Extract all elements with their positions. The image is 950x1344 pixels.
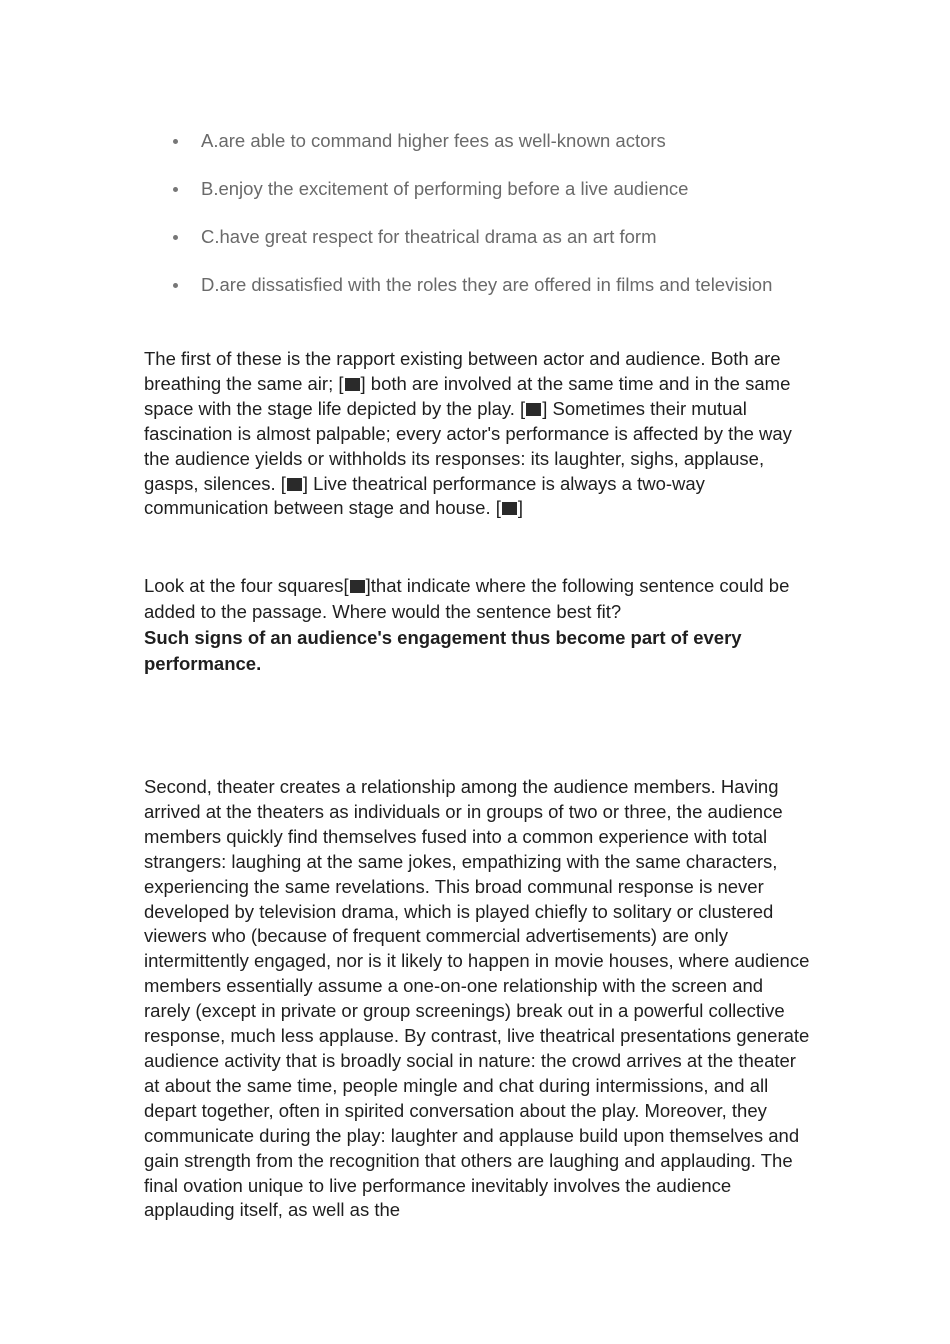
answer-option-text: C.have great respect for theatrical drama as an art form [201,226,657,247]
answer-option-a[interactable] [172,128,772,176]
insert-sentence: Such signs of an audience's engagement thus become part of every performance. [144,627,742,674]
answer-option-text: B.enjoy the excitement of performing before a live audience [201,178,689,199]
passage-text-segment: ] Live theatrical performance is always a two-way communication between stage and house. [ [144,472,705,519]
insertion-square-4[interactable] [502,502,517,515]
square-marker-icon [350,580,365,593]
bullet-icon [173,187,178,192]
answer-option-d[interactable] [172,272,772,320]
answer-options-list [172,128,772,320]
answer-option-b[interactable] [172,176,772,224]
answer-option-text: D.are dissatisfied with the roles they are offered in films and television [201,274,773,295]
bullet-icon [173,139,178,144]
question-prompt-before: Look at the four squares[ [144,575,349,596]
insertion-square-3[interactable] [287,478,302,491]
bullet-icon [173,283,178,288]
answer-option-c[interactable] [172,224,772,272]
question-prompt [144,573,814,625]
question-prompt-after: ]that indicate where the following sentence could be added to the passage. Where would the sentence best fit? [144,575,790,622]
passage-text-segment: ] both are involved at the same time and in the same space with the stage life depicted by the play. [ [144,372,791,419]
passage-paragraph-2: Second, theater creates a relationship among the audience members. Having arrived at the theaters as individuals or in groups of two or three, the audience members quickly find themselves fused into a common experience with total strangers: laughing at the same jokes, empathizing with the same characters, experiencing the same revelations. This broad communal response is never developed by television drama, which is played chiefly to solitary or clustered viewers who (because of frequent commercial advertisements) are only intermittently engaged, nor is it likely to happen in movie houses, where audience members essentially assume a one-on-one relationship with the screen and rarely (except in private or group screenings) break out in a powerful collective response, much less applause. By contrast, live theatrical presentations generate audience activity that is broadly social in nature: the crowd arrives at the theater at about the same time, people mingle and chat during intermissions, and all depart together, often in spirited conversation about the play. Moreover, they communicate during the play: laughter and applause build upon themselves and gain strength from the recognition that others are laughing and applauding. The final ovation unique to live performance inevitably involves the audience applauding itself, as well as the [144,776,810,1221]
insertion-square-1[interactable] [345,378,360,391]
answer-option-text: A.are able to command higher fees as well-known actors [201,130,666,151]
insertion-square-2[interactable] [526,403,541,416]
passage-text-segment: ] [517,497,524,519]
passage-text-segment: ] Sometimes their mutual fascination is almost palpable; every actor's performance is affected by the way the audience yields or withholds its responses: its laughter, sighs, applause, gasps, silences. [ [144,397,792,494]
passage-paragraph-1 [144,347,814,521]
passage-text-segment: The first of these is the rapport existing between actor and audience. Both are breathing the same air; [ [144,348,781,394]
bullet-icon [173,235,178,240]
